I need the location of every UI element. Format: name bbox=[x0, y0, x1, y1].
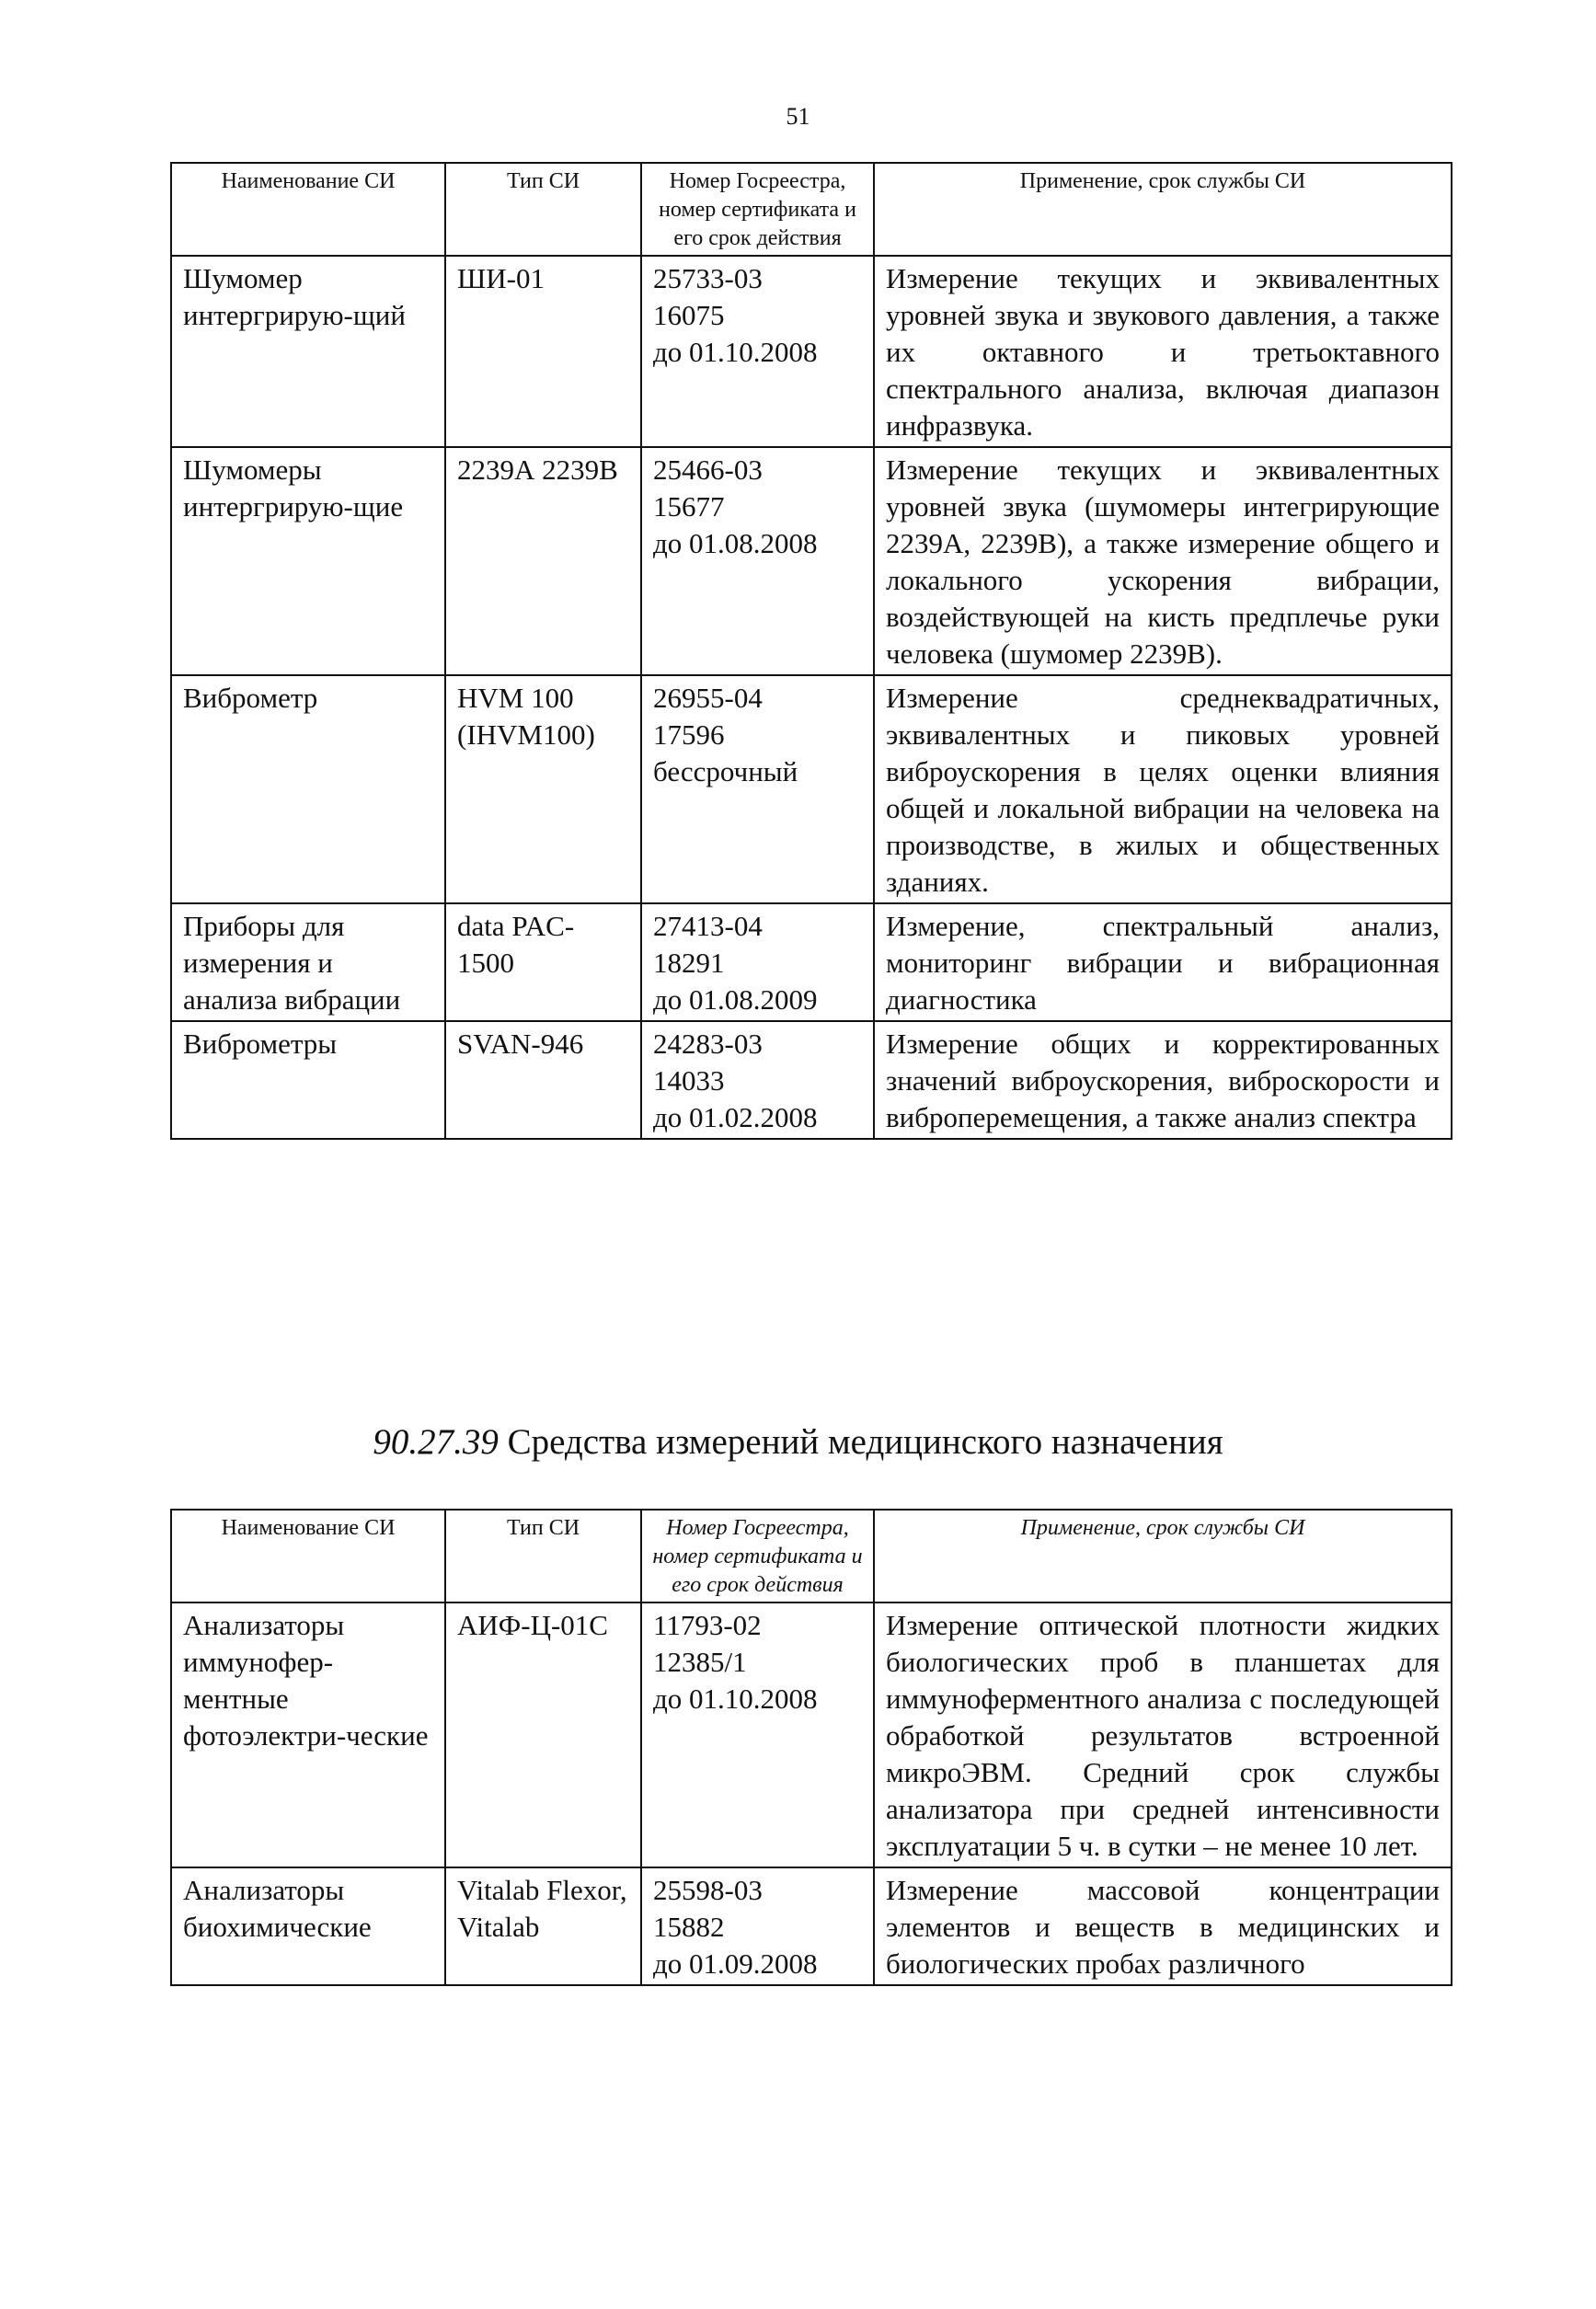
table-header-row bbox=[171, 1510, 1452, 1603]
registry-number: 25466-03 bbox=[653, 454, 763, 486]
instrument-name: Анализаторы иммунофер-ментные фотоэлектри-ческие bbox=[171, 1603, 445, 1867]
registry-number: 25733-03 bbox=[653, 262, 763, 294]
instrument-name: Приборы для измерения и анализа вибрации bbox=[171, 903, 445, 1021]
application-text: Измерение, спектральный анализ, мониторинг вибрации и вибрационная диагностика bbox=[874, 903, 1452, 1021]
registry-cell bbox=[641, 447, 874, 675]
validity: до 01.08.2008 bbox=[653, 527, 818, 559]
certificate-number: 16075 bbox=[653, 299, 725, 331]
instrument-type: SVAN-946 bbox=[445, 1021, 641, 1139]
table-row bbox=[171, 903, 1452, 1021]
instrument-name: Виброметр bbox=[171, 675, 445, 903]
header-registry: Номер Госреестра, номер сертификата и его срок действия bbox=[641, 1510, 874, 1603]
registry-number: 11793-02 bbox=[653, 1609, 762, 1641]
instrument-type: data PAC-1500 bbox=[445, 903, 641, 1021]
validity: до 01.08.2009 bbox=[653, 983, 818, 1016]
registry-cell bbox=[641, 903, 874, 1021]
certificate-number: 15882 bbox=[653, 1911, 725, 1943]
application-text: Измерение общих и корректированных значений виброускорения, виброскорости и виброперемещения, а также анализ спектра bbox=[874, 1021, 1452, 1139]
instrument-name: Виброметры bbox=[171, 1021, 445, 1139]
section-number: 90.27.39 bbox=[373, 1422, 499, 1462]
validity: до 01.10.2008 bbox=[653, 336, 818, 368]
table-row bbox=[171, 675, 1452, 903]
application-text: Измерение текущих и эквивалентных уровней звука и звукового давления, а также их октавного и третьоктавного спектрального анализа, включая диапазон инфразвука. bbox=[874, 256, 1452, 447]
measuring-instruments-table-1 bbox=[170, 162, 1452, 1140]
certificate-number: 14033 bbox=[653, 1064, 725, 1097]
application-text: Измерение оптической плотности жидких биологических проб в планшетах для иммуноферментного анализа с последующей обработкой результатов встроенной микроЭВМ. Средний срок службы анализатора при средней интенсивности эксплуатации 5 ч. в сутки – не менее 10 лет. bbox=[874, 1603, 1452, 1867]
table-row bbox=[171, 1603, 1452, 1867]
header-application: Применение, срок службы СИ bbox=[874, 1510, 1452, 1603]
instrument-name: Шумомер интергрирую-щий bbox=[171, 256, 445, 447]
instrument-type: HVM 100 (IHVM100) bbox=[445, 675, 641, 903]
header-type: Тип СИ bbox=[445, 163, 641, 256]
registry-number: 25598-03 bbox=[653, 1874, 763, 1906]
certificate-number: 18291 bbox=[653, 947, 725, 979]
section-heading bbox=[0, 1421, 1596, 1463]
certificate-number: 12385/1 bbox=[653, 1646, 747, 1678]
certificate-number: 15677 bbox=[653, 490, 725, 523]
section-title: Средства измерений медицинского назначения bbox=[507, 1422, 1223, 1462]
instrument-type: АИФ-Ц-01С bbox=[445, 1603, 641, 1867]
certificate-number: 17596 bbox=[653, 718, 725, 751]
application-text: Измерение среднеквадратичных, эквивалентных и пиковых уровней виброускорения в целях оценки влияния общей и локальной вибрации на человека на производстве, в жилых и общественных зданиях. bbox=[874, 675, 1452, 903]
registry-cell bbox=[641, 1021, 874, 1139]
table-row bbox=[171, 1021, 1452, 1139]
instrument-type: 2239А 2239В bbox=[445, 447, 641, 675]
registry-cell bbox=[641, 1867, 874, 1985]
instrument-type: ШИ-01 bbox=[445, 256, 641, 447]
application-text: Измерение массовой концентрации элементов и веществ в медицинских и биологических пробах различного bbox=[874, 1867, 1452, 1985]
measuring-instruments-table-2 bbox=[170, 1509, 1452, 1986]
registry-cell bbox=[641, 675, 874, 903]
registry-number: 26955-04 bbox=[653, 682, 763, 714]
registry-cell bbox=[641, 256, 874, 447]
table-row bbox=[171, 1867, 1452, 1985]
registry-cell bbox=[641, 1603, 874, 1867]
header-name: Наименование СИ bbox=[171, 163, 445, 256]
registry-number: 24283-03 bbox=[653, 1028, 763, 1060]
validity: до 01.09.2008 bbox=[653, 1947, 818, 1980]
application-text: Измерение текущих и эквивалентных уровней звука (шумомеры интегрирующие 2239А, 2239В), а также измерение общего и локального ускорения вибрации, воздействующей на кисть предплечье руки человека (шумомер 2239В). bbox=[874, 447, 1452, 675]
instrument-name: Анализаторы биохимические bbox=[171, 1867, 445, 1985]
validity: бессрочный bbox=[653, 755, 798, 787]
instrument-name: Шумомеры интергрирую-щие bbox=[171, 447, 445, 675]
header-application: Применение, срок службы СИ bbox=[874, 163, 1452, 256]
header-type: Тип СИ bbox=[445, 1510, 641, 1603]
table-row bbox=[171, 447, 1452, 675]
validity: до 01.10.2008 bbox=[653, 1683, 818, 1715]
header-name: Наименование СИ bbox=[171, 1510, 445, 1603]
table-header-row bbox=[171, 163, 1452, 256]
page-number: 51 bbox=[786, 103, 810, 130]
instrument-type: Vitalab Flexor, Vitalab bbox=[445, 1867, 641, 1985]
table-row bbox=[171, 256, 1452, 447]
registry-number: 27413-04 bbox=[653, 910, 763, 942]
header-registry: Номер Госреестра, номер сертификата и его срок действия bbox=[641, 163, 874, 256]
validity: до 01.02.2008 bbox=[653, 1101, 818, 1133]
